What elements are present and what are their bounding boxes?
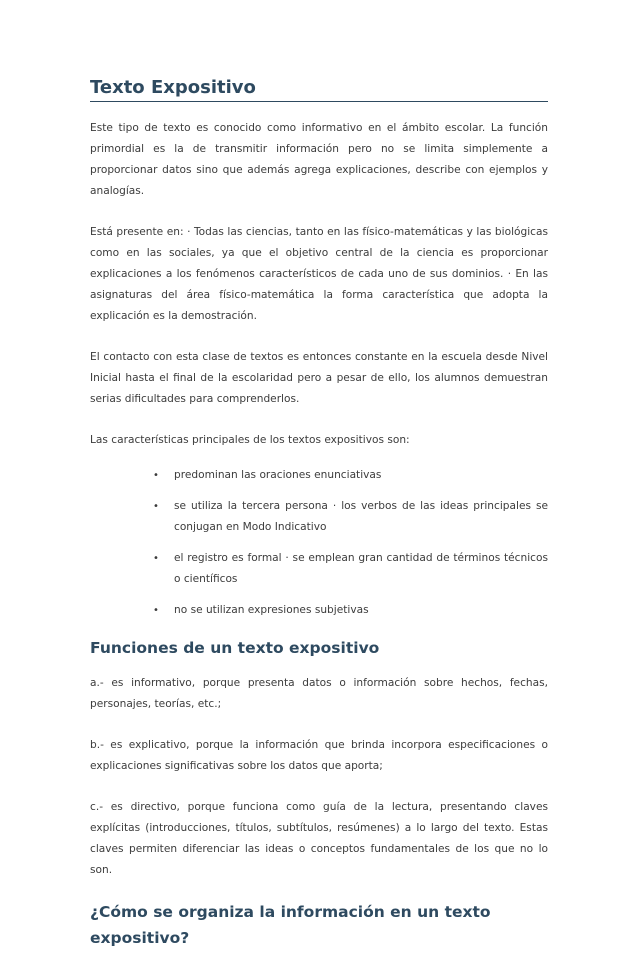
list-item-text: no se utilizan expresiones subjetivas [174,604,369,616]
intro-paragraph-4: Las características principales de los textos expositivos son: [90,434,410,446]
list-item-text: predominan las oraciones enunciativas [174,469,382,481]
functions-heading-block [90,635,548,661]
functions-paragraph-c: c.- es directivo, porque funciona como guía de la lectura, presentando claves explícitas (introducciones, títulos, subtítulos, resúmenes) a lo largo del texto. Estas claves permiten diferenciar las ideas o conceptos fundamentales de los que no lo son. [90,801,548,876]
organization-heading-block [90,899,548,951]
intro-paragraph-2: Está presente en: · Todas las ciencias, tanto en las físico-matemáticas y las biológicas como en las sociales, ya que el objetivo central de la ciencia es proporcionar explicaciones a los fenómenos característicos de cada uno de sus dominios. · En las asignaturas del área físico-matemática la forma característica que adopta la explicación es la demostración. [90,226,548,322]
section-heading-functions: Funciones de un texto expositivo [90,639,380,657]
intro-paragraph-3: El contacto con esta clase de textos es entonces constante en la escuela desde Nivel Inicial hasta el final de la escolaridad pero a pesar de ello, los alumnos demuestran serias dificultades para comprenderlos. [90,351,548,405]
features-list [90,465,548,621]
functions-paragraph-b: b.- es explicativo, porque la información que brinda incorpora especificaciones o explicaciones significativas sobre los datos que aporta; [90,739,548,772]
intro-paragraph-1: Este tipo de texto es conocido como informativo en el ámbito escolar. La función primordial es la de transmitir información pero no se limita simplemente a proporcionar datos sino que además agrega explicaciones, describe con ejemplos y analogías. [90,122,548,197]
list-item-text: se utiliza la tercera persona · los verbos de las ideas principales se conjugan en Modo Indicativo [174,500,548,533]
bullet-icon: • [153,605,159,616]
page-title: Texto Expositivo [90,76,548,102]
bullet-icon: • [153,501,159,512]
list-item [90,548,548,590]
list-item-text: el registro es formal · se emplean gran cantidad de términos técnicos o científicos [174,552,548,585]
list-item [90,465,548,486]
title-block [90,76,548,102]
list-item [90,600,548,621]
list-item [90,496,548,538]
section-heading-organization: ¿Cómo se organiza la información en un texto expositivo? [90,903,491,947]
functions-paragraph-a: a.- es informativo, porque presenta datos o información sobre hechos, fechas, personajes, teorías, etc.; [90,677,548,710]
document-page [90,76,548,963]
bullet-icon: • [153,553,159,564]
bullet-icon: • [153,470,159,481]
